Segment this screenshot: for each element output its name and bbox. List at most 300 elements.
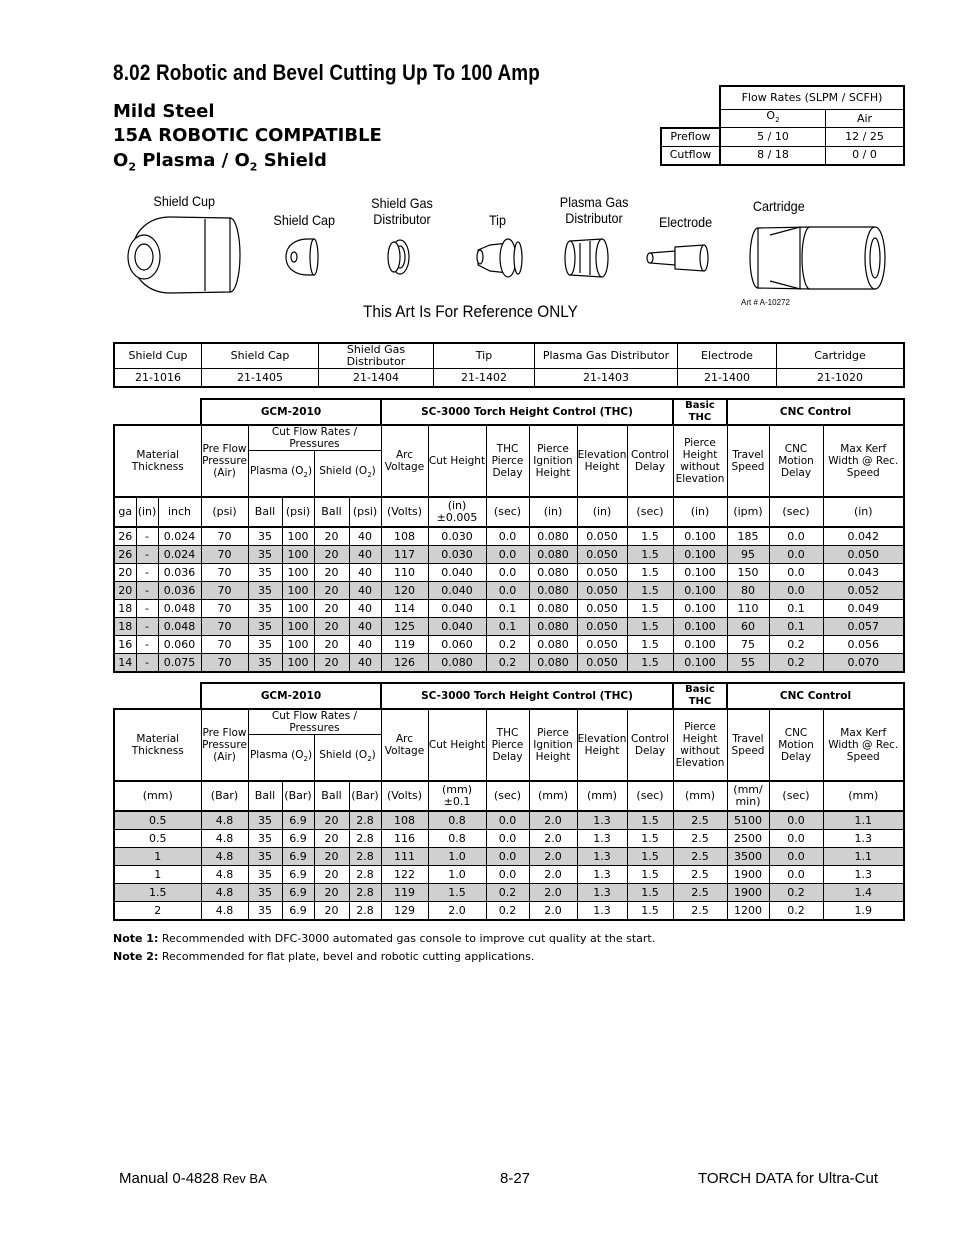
table-cell: 0.043: [823, 564, 904, 582]
table-cell: 0.075: [158, 654, 201, 673]
table-cell: 16: [114, 636, 136, 654]
table-cell: 0.030: [428, 546, 486, 564]
table-cell: 0.2: [769, 902, 823, 921]
table-cell: 0.056: [823, 636, 904, 654]
table-cell: 40: [349, 636, 381, 654]
arc-voltage-header: Arc Voltage: [381, 709, 428, 781]
flow-col-o2: $O_2$: [720, 110, 826, 128]
table-cell: 55: [727, 654, 769, 673]
table-cell: 0.080: [529, 654, 577, 673]
table-cell: 4.8: [201, 884, 248, 902]
gcm-header: GCM-2010: [201, 683, 381, 709]
table-cell: 0.8: [428, 811, 486, 830]
table-row: [114, 600, 904, 618]
table-cell: 40: [349, 600, 381, 618]
note-2: Note 2: Recommended for flat plate, bevel and robotic cutting applications.: [113, 950, 535, 963]
table-cell: 0.2: [486, 884, 529, 902]
table-cell: 35: [248, 902, 282, 921]
table-cell: 70: [201, 564, 248, 582]
table-cell: 26: [114, 546, 136, 564]
control-delay-header: Control Delay: [627, 425, 673, 497]
unit-cell: Ball: [248, 781, 282, 811]
table-cell: 70: [201, 600, 248, 618]
part-number: 21-1405: [202, 369, 319, 388]
table-cell: 1.3: [577, 811, 627, 830]
table-cell: 1.3: [823, 830, 904, 848]
table-cell: -: [136, 582, 158, 600]
table-cell: 0.100: [673, 546, 727, 564]
unit-cell: (in) ±0.005: [428, 497, 486, 527]
table-cell: 14: [114, 654, 136, 673]
unit-cell: (Bar): [349, 781, 381, 811]
table-cell: 2: [114, 902, 201, 921]
table-cell: 35: [248, 848, 282, 866]
table-cell: 1.3: [577, 902, 627, 921]
table-row: [114, 636, 904, 654]
table-cell: -: [136, 564, 158, 582]
table-cell: 2.5: [673, 811, 727, 830]
table-cell: 0.036: [158, 582, 201, 600]
table-cell: 2.5: [673, 884, 727, 902]
flow-row-label: Cutflow: [661, 146, 720, 165]
material-thickness-header: Material Thickness: [114, 425, 201, 497]
table-cell: 1900: [727, 884, 769, 902]
table-cell: 119: [381, 636, 428, 654]
table-cell: 20: [314, 564, 349, 582]
cutflow-header: Cut Flow Rates / Pressures: [248, 709, 381, 735]
torch-parts-illustration: [110, 205, 910, 305]
table-cell: 1.5: [627, 848, 673, 866]
table-cell: 0.0: [486, 811, 529, 830]
table-cell: 40: [349, 654, 381, 673]
table-cell: 0.2: [769, 636, 823, 654]
table-cell: 35: [248, 654, 282, 673]
table-cell: 0.060: [158, 636, 201, 654]
table-cell: 1.5: [627, 564, 673, 582]
table-cell: 185: [727, 527, 769, 546]
table-cell: 40: [349, 618, 381, 636]
table-cell: 0.050: [577, 618, 627, 636]
table-cell: 120: [381, 582, 428, 600]
flow-col-air: Air: [826, 110, 905, 128]
table-row: [114, 564, 904, 582]
table-cell: 2.8: [349, 866, 381, 884]
arc-voltage-header: Arc Voltage: [381, 425, 428, 497]
table-cell: 0.0: [486, 830, 529, 848]
label-shield-gas-distributor: Shield Gas Distributor: [371, 195, 433, 227]
table-cell: 0.2: [486, 636, 529, 654]
table-cell: 6.9: [282, 848, 314, 866]
pierce-without-elevation-header: Pierce Height without Elevation: [673, 709, 727, 781]
table-cell: 0.080: [529, 600, 577, 618]
table-cell: -: [136, 636, 158, 654]
table-cell: 2.8: [349, 884, 381, 902]
parts-header: Electrode: [678, 343, 777, 369]
table-cell: 0.040: [428, 618, 486, 636]
unit-cell: Ball: [248, 497, 282, 527]
unit-cell: (mm) ±0.1: [428, 781, 486, 811]
table-cell: 4.8: [201, 830, 248, 848]
table-cell: 0.0: [769, 546, 823, 564]
table-cell: 0.0: [486, 564, 529, 582]
table-cell: 3500: [727, 848, 769, 866]
table-cell: 122: [381, 866, 428, 884]
unit-cell: (in): [673, 497, 727, 527]
table-cell: 0.036: [158, 564, 201, 582]
table-cell: 6.9: [282, 866, 314, 884]
parts-header: Tip: [434, 343, 535, 369]
unit-cell: (mm): [529, 781, 577, 811]
table-cell: 1.5: [627, 884, 673, 902]
cutflow-header: Cut Flow Rates / Pressures: [248, 425, 381, 451]
pierce-without-elevation-header: Pierce Height without Elevation: [673, 425, 727, 497]
unit-cell: (in): [529, 497, 577, 527]
table-cell: 1.5: [627, 527, 673, 546]
material-thickness-header: Material Thickness: [114, 709, 201, 781]
cnc-header: CNC Control: [727, 399, 904, 425]
table-cell: 1.5: [627, 582, 673, 600]
unit-cell: Ball: [314, 781, 349, 811]
table-cell: 20: [314, 848, 349, 866]
table-cell: 100: [282, 527, 314, 546]
table-cell: -: [136, 546, 158, 564]
unit-cell: (sec): [486, 497, 529, 527]
parts-header: Cartridge: [777, 343, 905, 369]
table-cell: 2.0: [529, 848, 577, 866]
table-cell: 119: [381, 884, 428, 902]
table-cell: 70: [201, 618, 248, 636]
table-cell: 18: [114, 618, 136, 636]
table-cell: -: [136, 600, 158, 618]
table-cell: 26: [114, 527, 136, 546]
shield-header: Shield $(O_2)$: [314, 735, 381, 782]
table-cell: 0.080: [529, 527, 577, 546]
table-cell: 0.100: [673, 582, 727, 600]
table-cell: 20: [114, 582, 136, 600]
parts-header: Shield Gas Distributor: [319, 343, 434, 369]
table-row: [114, 884, 904, 902]
table-cell: 75: [727, 636, 769, 654]
table-cell: 70: [201, 636, 248, 654]
table-cell: 100: [282, 564, 314, 582]
table-cell: 1.5: [114, 884, 201, 902]
table-cell: 108: [381, 811, 428, 830]
unit-cell: (sec): [486, 781, 529, 811]
table-cell: 114: [381, 600, 428, 618]
table-cell: 2.5: [673, 866, 727, 884]
table-cell: 40: [349, 564, 381, 582]
table-cell: 0.080: [529, 582, 577, 600]
table-cell: 1.1: [823, 848, 904, 866]
table-cell: 35: [248, 527, 282, 546]
table-cell: 80: [727, 582, 769, 600]
table-cell: 4.8: [201, 902, 248, 921]
table-cell: 35: [248, 600, 282, 618]
table-cell: 20: [314, 811, 349, 830]
table-cell: 129: [381, 902, 428, 921]
footer-section: TORCH DATA for Ultra-Cut: [698, 1170, 879, 1187]
table-cell: 0.100: [673, 527, 727, 546]
gas-heading: $O_2$ Plasma / $O_2$ Shield: [113, 150, 327, 174]
table-cell: 60: [727, 618, 769, 636]
table-cell: 2.0: [529, 811, 577, 830]
part-number: 21-1020: [777, 369, 905, 388]
table-cell: 0.5: [114, 830, 201, 848]
table-cell: 150: [727, 564, 769, 582]
shield-gas-distributor-icon: [388, 240, 409, 274]
table-cell: 0.040: [428, 564, 486, 582]
table-cell: 0.2: [769, 654, 823, 673]
table-cell: 2.0: [428, 902, 486, 921]
unit-cell: (mm): [577, 781, 627, 811]
unit-cell: (sec): [627, 781, 673, 811]
material-heading: Mild Steel: [113, 101, 215, 122]
table-cell: 0.0: [769, 582, 823, 600]
label-plasma-gas-distributor: Plasma Gas Distributor: [559, 194, 629, 226]
table-cell: 20: [314, 636, 349, 654]
table-cell: 0.080: [529, 564, 577, 582]
table-cell: 1200: [727, 902, 769, 921]
table-cell: 35: [248, 618, 282, 636]
table-cell: 100: [282, 546, 314, 564]
table-cell: 0.2: [486, 654, 529, 673]
table-cell: 1.5: [627, 636, 673, 654]
table-cell: 4.8: [201, 811, 248, 830]
pierce-ignition-header: Pierce Ignition Height: [529, 425, 577, 497]
kerf-header: Max Kerf Width @ Rec. Speed: [823, 425, 904, 497]
table-cell: 0.049: [823, 600, 904, 618]
table-cell: 125: [381, 618, 428, 636]
table-cell: 100: [282, 600, 314, 618]
sc3000-header: SC-3000 Torch Height Control (THC): [381, 683, 673, 709]
table-row: [114, 546, 904, 564]
unit-cell: (in): [577, 497, 627, 527]
table-cell: 0.0: [769, 830, 823, 848]
part-number: 21-1404: [319, 369, 434, 388]
table-cell: 35: [248, 884, 282, 902]
footer-manual: Manual 0-4828 Rev BA: [119, 1170, 267, 1187]
table-cell: 0.0: [486, 546, 529, 564]
table-cell: 0.024: [158, 546, 201, 564]
table-cell: 108: [381, 527, 428, 546]
table-cell: 0.1: [486, 600, 529, 618]
table-cell: 0.100: [673, 564, 727, 582]
table-cell: 0.1: [769, 600, 823, 618]
flow-cell: 5 / 10: [720, 128, 826, 147]
parts-header: Plasma Gas Distributor: [535, 343, 678, 369]
table-cell: 95: [727, 546, 769, 564]
table-row: [114, 902, 904, 921]
part-number: 21-1403: [535, 369, 678, 388]
unit-cell: (Bar): [282, 781, 314, 811]
table-cell: 6.9: [282, 811, 314, 830]
table-cell: 0.0: [486, 527, 529, 546]
table-cell: 18: [114, 600, 136, 618]
table-cell: 1.3: [577, 884, 627, 902]
table-cell: 0.080: [529, 618, 577, 636]
unit-cell: (psi): [282, 497, 314, 527]
table-cell: 0.050: [823, 546, 904, 564]
table-cell: 35: [248, 582, 282, 600]
table-cell: 2.0: [529, 830, 577, 848]
table-cell: 2500: [727, 830, 769, 848]
units-row: [114, 497, 904, 527]
table-cell: 111: [381, 848, 428, 866]
table-cell: 70: [201, 527, 248, 546]
table-cell: 0.050: [577, 527, 627, 546]
flow-cell: 12 / 25: [826, 128, 905, 147]
unit-cell: (ipm): [727, 497, 769, 527]
part-number: 21-1400: [678, 369, 777, 388]
unit-cell: (Volts): [381, 497, 428, 527]
table-cell: 1900: [727, 866, 769, 884]
table-cell: 40: [349, 546, 381, 564]
table-cell: 20: [314, 902, 349, 921]
thc-pierce-header: THC Pierce Delay: [486, 425, 529, 497]
table-cell: 2.8: [349, 830, 381, 848]
basic-thc-header: Basic THC: [673, 399, 727, 425]
table-cell: 0.100: [673, 600, 727, 618]
table-cell: 0.2: [486, 902, 529, 921]
table-cell: 100: [282, 654, 314, 673]
table-cell: 6.9: [282, 884, 314, 902]
table-cell: 2.0: [529, 866, 577, 884]
table-cell: 1.9: [823, 902, 904, 921]
unit-cell: ga: [114, 497, 136, 527]
table-cell: 20: [314, 618, 349, 636]
compatibility-heading: 15A ROBOTIC COMPATIBLE: [113, 125, 382, 146]
thc-pierce-header: THC Pierce Delay: [486, 709, 529, 781]
table-cell: 0.070: [823, 654, 904, 673]
table-cell: 0.2: [769, 884, 823, 902]
table-cell: 4.8: [201, 848, 248, 866]
preflow-header: Pre Flow Pressure (Air): [201, 425, 248, 497]
table-cell: 5100: [727, 811, 769, 830]
cartridge-icon: [750, 227, 885, 289]
plasma-header: Plasma $(O_2)$: [248, 735, 314, 782]
table-cell: 0.8: [428, 830, 486, 848]
table-cell: 100: [282, 618, 314, 636]
table-cell: 1.5: [627, 902, 673, 921]
table-cell: 20: [114, 564, 136, 582]
flow-row-label: Preflow: [661, 128, 720, 147]
table-row: [114, 830, 904, 848]
table-cell: 0.0: [769, 564, 823, 582]
unit-cell: (psi): [349, 497, 381, 527]
flow-rates-header: Flow Rates (SLPM / SCFH): [720, 86, 904, 110]
table-cell: 2.5: [673, 830, 727, 848]
metric-cut-chart: [113, 682, 905, 921]
table-cell: 0.048: [158, 600, 201, 618]
table-cell: 0.024: [158, 527, 201, 546]
table-cell: 1.5: [428, 884, 486, 902]
table-cell: 0.050: [577, 582, 627, 600]
table-cell: 110: [727, 600, 769, 618]
table-cell: 0.050: [577, 546, 627, 564]
table-cell: 1.5: [627, 600, 673, 618]
table-cell: 1.3: [577, 848, 627, 866]
table-cell: 20: [314, 830, 349, 848]
table-cell: 20: [314, 582, 349, 600]
table-cell: 0.100: [673, 654, 727, 673]
table-cell: 1.0: [428, 866, 486, 884]
label-shield-cup: Shield Cup: [153, 193, 216, 209]
unit-cell: (sec): [627, 497, 673, 527]
unit-cell: (Bar): [201, 781, 248, 811]
table-cell: 1.5: [627, 811, 673, 830]
part-number: 21-1402: [434, 369, 535, 388]
table-cell: 1.4: [823, 884, 904, 902]
table-cell: -: [136, 527, 158, 546]
table-cell: 0.050: [577, 600, 627, 618]
cut-height-header: Cut Height: [428, 425, 486, 497]
table-cell: 70: [201, 582, 248, 600]
table-cell: 110: [381, 564, 428, 582]
table-cell: 0.1: [769, 618, 823, 636]
table-cell: 20: [314, 546, 349, 564]
table-cell: 0.050: [577, 636, 627, 654]
table-cell: 35: [248, 636, 282, 654]
table-cell: 35: [248, 811, 282, 830]
table-cell: 20: [314, 654, 349, 673]
table-cell: 0.060: [428, 636, 486, 654]
table-cell: 0.050: [577, 654, 627, 673]
table-cell: 1.3: [823, 866, 904, 884]
cut-height-header: Cut Height: [428, 709, 486, 781]
shield-header: Shield $(O_2)$: [314, 451, 381, 498]
unit-cell: (sec): [769, 497, 823, 527]
table-cell: 2.0: [529, 902, 577, 921]
flow-rates-table: [660, 85, 905, 166]
table-row: [114, 654, 904, 673]
label-electrode: Electrode: [658, 214, 713, 230]
table-cell: 1.5: [627, 654, 673, 673]
table-cell: 0.042: [823, 527, 904, 546]
table-cell: 116: [381, 830, 428, 848]
table-cell: 0.052: [823, 582, 904, 600]
table-cell: 2.8: [349, 902, 381, 921]
units-row: [114, 781, 904, 811]
table-cell: 35: [248, 546, 282, 564]
table-cell: 1: [114, 848, 201, 866]
table-cell: 70: [201, 654, 248, 673]
table-cell: 0.5: [114, 811, 201, 830]
label-tip: Tip: [488, 212, 506, 228]
table-cell: 0.0: [769, 866, 823, 884]
table-cell: 2.0: [529, 884, 577, 902]
table-cell: 2.8: [349, 848, 381, 866]
table-cell: 0.0: [769, 848, 823, 866]
table-row: [114, 618, 904, 636]
table-cell: 0.080: [529, 546, 577, 564]
table-cell: 1.0: [428, 848, 486, 866]
table-cell: 0.080: [529, 636, 577, 654]
elevation-header: Elevation Height: [577, 425, 627, 497]
shield-cap-icon: [286, 239, 318, 275]
table-cell: 0.1: [486, 618, 529, 636]
table-row: [114, 527, 904, 546]
table-cell: 0.0: [486, 848, 529, 866]
elevation-header: Elevation Height: [577, 709, 627, 781]
table-cell: 0.0: [486, 582, 529, 600]
table-cell: 40: [349, 527, 381, 546]
table-cell: 1.5: [627, 866, 673, 884]
table-cell: 0.050: [577, 564, 627, 582]
table-cell: 6.9: [282, 830, 314, 848]
art-number: Art # A-10272: [741, 298, 790, 307]
table-cell: 0.0: [486, 866, 529, 884]
sc3000-header: SC-3000 Torch Height Control (THC): [381, 399, 673, 425]
